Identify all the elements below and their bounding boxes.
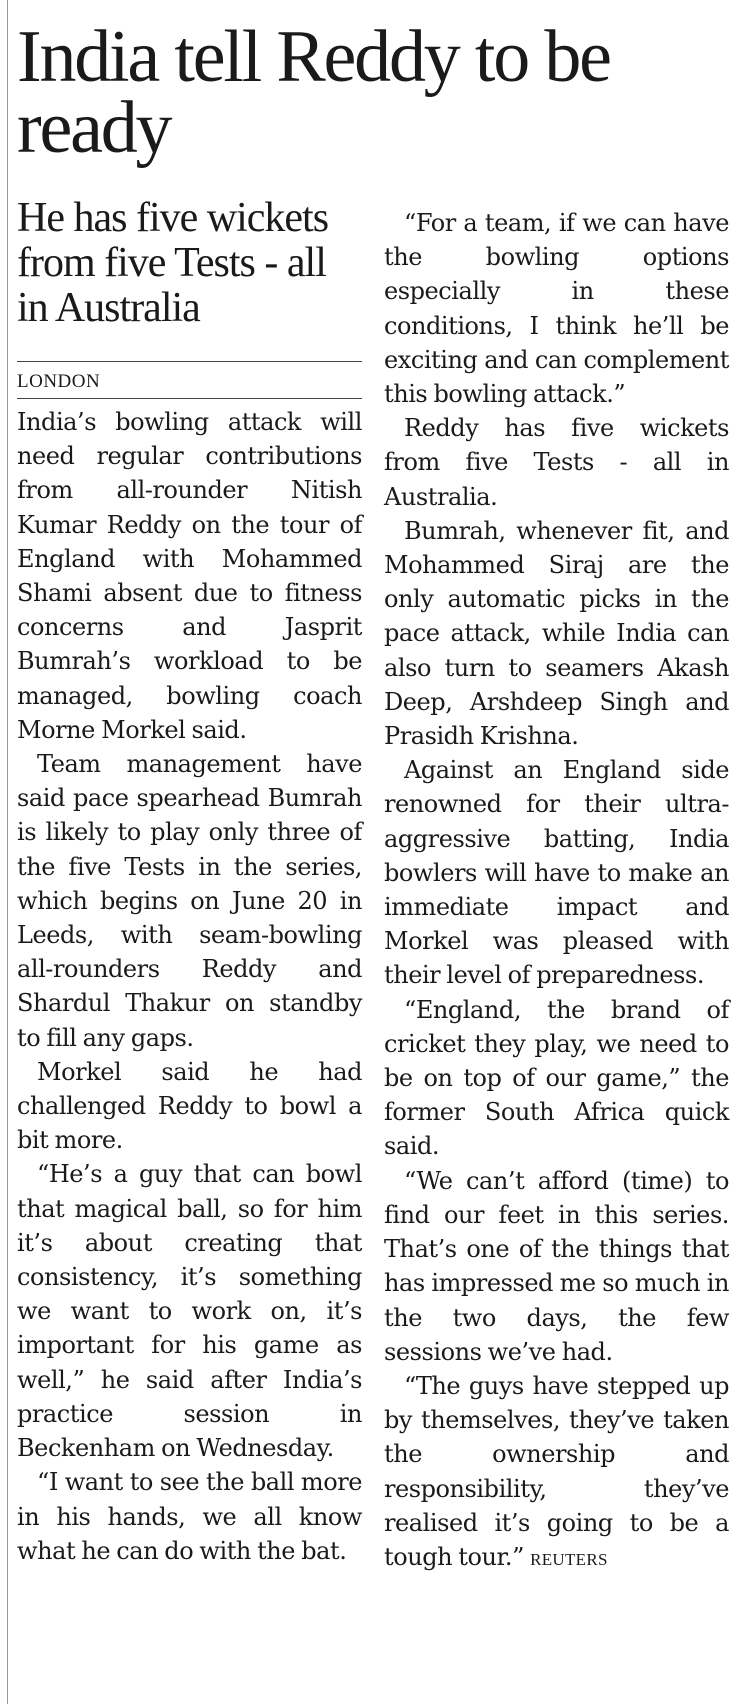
- body-text-right: [384, 206, 729, 1577]
- paragraph: Bumrah, whenever fit, and Mohammed Siraj are the only automatic picks in the pace attack, while India can also turn to seamers Akash Deep, Arshdeep Singh and Prasidh Krishna.: [384, 516, 729, 751]
- paragraph: “I want to see the ball more in his hands, we all know what he can do with the bat.: [17, 1468, 362, 1565]
- column-rule: [7, 0, 8, 1704]
- dateline: LONDON: [17, 371, 101, 392]
- right-column: [384, 206, 729, 1577]
- paragraph: Team management have said pace spearhead Bumrah is likely to play only three of the five Tests in the series, which begins on June 20 in Leeds, with seam-bowling all-rounders Reddy and Shardul Thakur on standby to fill any gaps.: [17, 750, 362, 1052]
- credit: REUTERS: [530, 1549, 608, 1569]
- paragraph: “He’s a guy that can bowl that magical ball, so for him it’s about creating that consistency, it’s something we want to work on, it’s important for his game as well,” he said after India’s practice session in Beckenham on Wednesday.: [17, 1160, 362, 1463]
- paragraph: Morkel said he had challenged Reddy to bowl a bit more.: [17, 1057, 362, 1155]
- paragraph: “England, the brand of cricket they play, we need to be on top of our game,” the former South Africa quick said.: [384, 995, 729, 1161]
- dateline-rule-bottom: [17, 398, 362, 399]
- paragraph: [384, 1369, 729, 1577]
- paragraph: “For a team, if we can have the bowling options especially in these conditions, I think he’ll be exciting and can complement this bowling attack.”: [384, 209, 729, 409]
- headline: India tell Reddy to be ready: [17, 16, 610, 169]
- paragraph: India’s bowling attack will need regular contributions from all-rounder Nitish Kumar Reddy on the tour of England with Mohammed Shami absent due to fitness concerns and Jasprit Bumrah’s workload to be managed, bowling coach Morne Morkel said.: [17, 408, 362, 744]
- paragraph-text: “The guys have stepped up by themselves, they’ve taken the ownership and responsibility, they’ve realised it’s going to be a tough tour.”: [384, 1371, 729, 1571]
- paragraph: Reddy has five wickets from five Tests - all in Australia.: [384, 414, 729, 511]
- paragraph: “We can’t afford (time) to find our feet in this series. That’s one of the things that has impressed me so much in the two days, the few sessions we’ve had.: [384, 1166, 729, 1366]
- paragraph: Against an England side renowned for their ultra-aggressive batting, India bowlers will have to make an immediate impact and Morkel was pleased with their level of preparedness.: [384, 756, 729, 990]
- left-column: [17, 196, 362, 1568]
- body-text-left: [17, 405, 362, 1568]
- subheadline: He has five wickets from five Tests - all in Australia: [17, 195, 329, 331]
